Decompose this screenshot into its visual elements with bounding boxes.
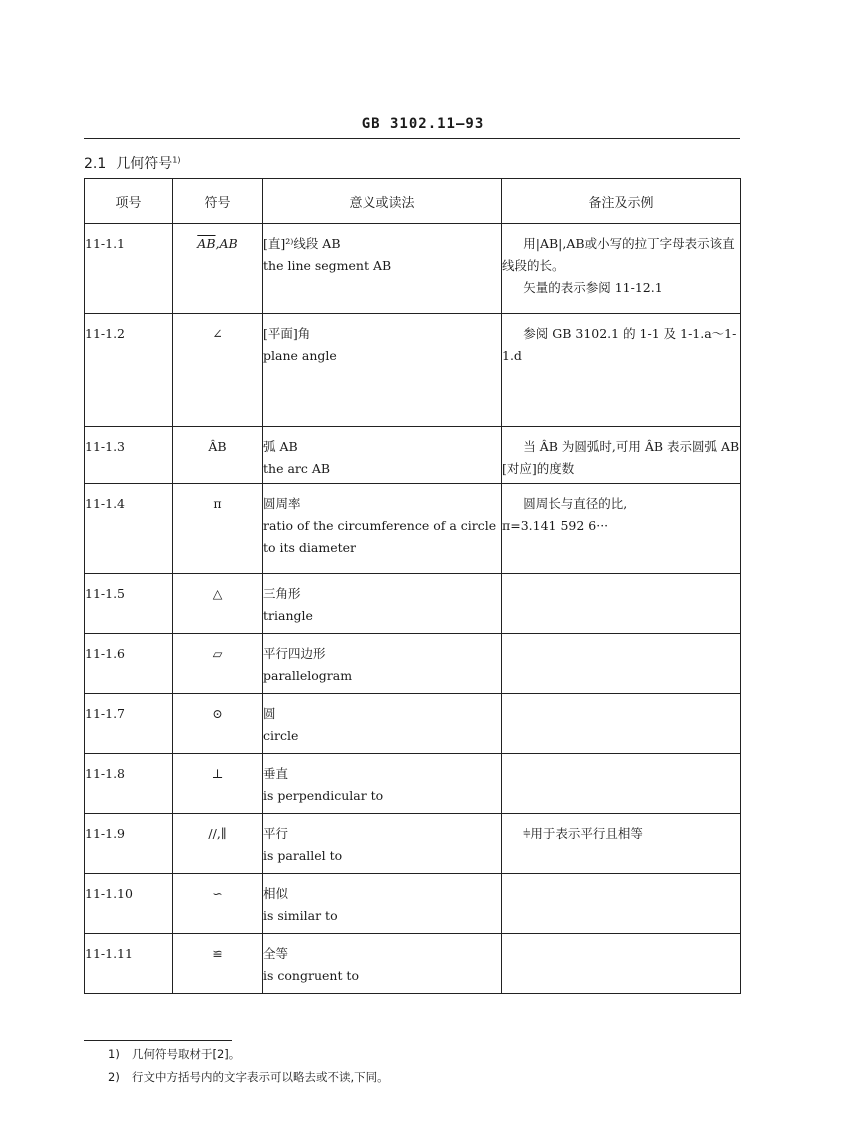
meaning (263, 694, 502, 754)
meaning-zh: [直]²⁾线段 AB (263, 236, 341, 251)
meaning-en: is parallel to (263, 848, 343, 863)
item-number: 11-1.2 (85, 314, 173, 427)
meaning (263, 484, 502, 574)
meaning (263, 754, 502, 814)
meaning-en: is perpendicular to (263, 788, 384, 803)
page-header: GB 3102.11—93 (361, 116, 485, 132)
table-row (85, 314, 741, 427)
footnote-number: 2) (108, 1070, 120, 1084)
note-line: ⫩用于表示平行且相等 (523, 826, 643, 841)
item-number: 11-1.1 (85, 224, 173, 314)
note-line: 当 ÂB 为圆弧时,可用 ÂB 表示圆弧 AB [对应]的度数 (502, 439, 740, 476)
meaning (263, 574, 502, 634)
symbol: ∽ (173, 874, 263, 934)
table-row (85, 694, 741, 754)
footnote-number: 1) (108, 1047, 120, 1061)
note (502, 484, 741, 574)
footnote-text: 行文中方括号内的文字表示可以略去或不读,下同。 (132, 1070, 389, 1084)
symbol: $\overline{AB},AB$ (173, 224, 263, 314)
table-row (85, 634, 741, 694)
note (502, 634, 741, 694)
meaning-zh: 垂直 (263, 766, 289, 781)
note (502, 934, 741, 994)
symbol: ⊙ (173, 694, 263, 754)
meaning (263, 934, 502, 994)
item-number: 11-1.3 (85, 427, 173, 484)
meaning (263, 814, 502, 874)
symbol: ▱ (173, 634, 263, 694)
note (502, 874, 741, 934)
col-header-meaning: 意义或读法 (263, 179, 502, 224)
meaning (263, 874, 502, 934)
table-row (85, 484, 741, 574)
table-row (85, 224, 741, 314)
col-header-item: 项号 (85, 179, 173, 224)
table-row (85, 814, 741, 874)
item-number: 11-1.6 (85, 634, 173, 694)
note-line: 矢量的表示参阅 11-12.1 (523, 280, 663, 295)
meaning-en: triangle (263, 608, 313, 623)
symbol: ÂB (173, 427, 263, 484)
footnote-text: 几何符号取材于[2]。 (132, 1047, 241, 1061)
table-row (85, 427, 741, 484)
note-line: π=3.141 592 6··· (502, 518, 609, 533)
section-footnote-ref: 1) (172, 155, 181, 165)
note (502, 574, 741, 634)
footnote-2 (108, 1069, 389, 1085)
table-row (85, 754, 741, 814)
symbol: π (173, 484, 263, 574)
note-line: 圆周长与直径的比, (523, 496, 628, 511)
note (502, 754, 741, 814)
meaning-en: the line segment AB (263, 258, 392, 273)
meaning-en: is similar to (263, 908, 338, 923)
meaning-zh: 三角形 (263, 586, 301, 601)
note (502, 814, 741, 874)
meaning-zh: 全等 (263, 946, 289, 961)
meaning (263, 224, 502, 314)
note (502, 427, 741, 484)
meaning-en: ratio of the circumference of a circle to its diameter (263, 518, 497, 555)
meaning (263, 314, 502, 427)
col-header-note: 备注及示例 (502, 179, 741, 224)
meaning-en: the arc AB (263, 461, 331, 476)
meaning-zh: [平面]角 (263, 326, 311, 341)
symbol-table (84, 178, 741, 994)
symbol: △ (173, 574, 263, 634)
section-heading (84, 153, 180, 173)
symbol: //,∥ (173, 814, 263, 874)
item-number: 11-1.8 (85, 754, 173, 814)
item-number: 11-1.10 (85, 874, 173, 934)
meaning-zh: 相似 (263, 886, 289, 901)
item-number: 11-1.4 (85, 484, 173, 574)
symbol: ≌ (173, 934, 263, 994)
note-line: 参阅 GB 3102.1 的 1-1 及 1-1.a～1-1.d (502, 326, 737, 363)
item-number: 11-1.11 (85, 934, 173, 994)
item-number: 11-1.9 (85, 814, 173, 874)
symbol: ∠ (173, 314, 263, 427)
note (502, 694, 741, 754)
note-line: 用|AB|,AB或小写的拉丁字母表示该直线段的长。 (502, 236, 735, 273)
footnote-rule (84, 1040, 232, 1041)
table-header-row (85, 179, 741, 224)
meaning (263, 634, 502, 694)
section-number: 2.1 (84, 156, 107, 172)
meaning-en: plane angle (263, 348, 337, 363)
footnote-1 (108, 1046, 240, 1062)
note (502, 314, 741, 427)
header-rule (84, 138, 740, 139)
meaning-zh: 圆周率 (263, 496, 301, 511)
meaning-zh: 平行四边形 (263, 646, 326, 661)
item-number: 11-1.7 (85, 694, 173, 754)
meaning-zh: 圆 (263, 706, 276, 721)
meaning-en: parallelogram (263, 668, 353, 683)
meaning (263, 427, 502, 484)
meaning-en: is congruent to (263, 968, 359, 983)
table-row (85, 574, 741, 634)
meaning-zh: 平行 (263, 826, 289, 841)
meaning-zh: 弧 AB (263, 439, 298, 454)
symbol: ⊥ (173, 754, 263, 814)
table-row (85, 934, 741, 994)
section-title: 几何符号 (116, 156, 173, 172)
col-header-symbol: 符号 (173, 179, 263, 224)
note (502, 224, 741, 314)
meaning-en: circle (263, 728, 299, 743)
item-number: 11-1.5 (85, 574, 173, 634)
table-row (85, 874, 741, 934)
